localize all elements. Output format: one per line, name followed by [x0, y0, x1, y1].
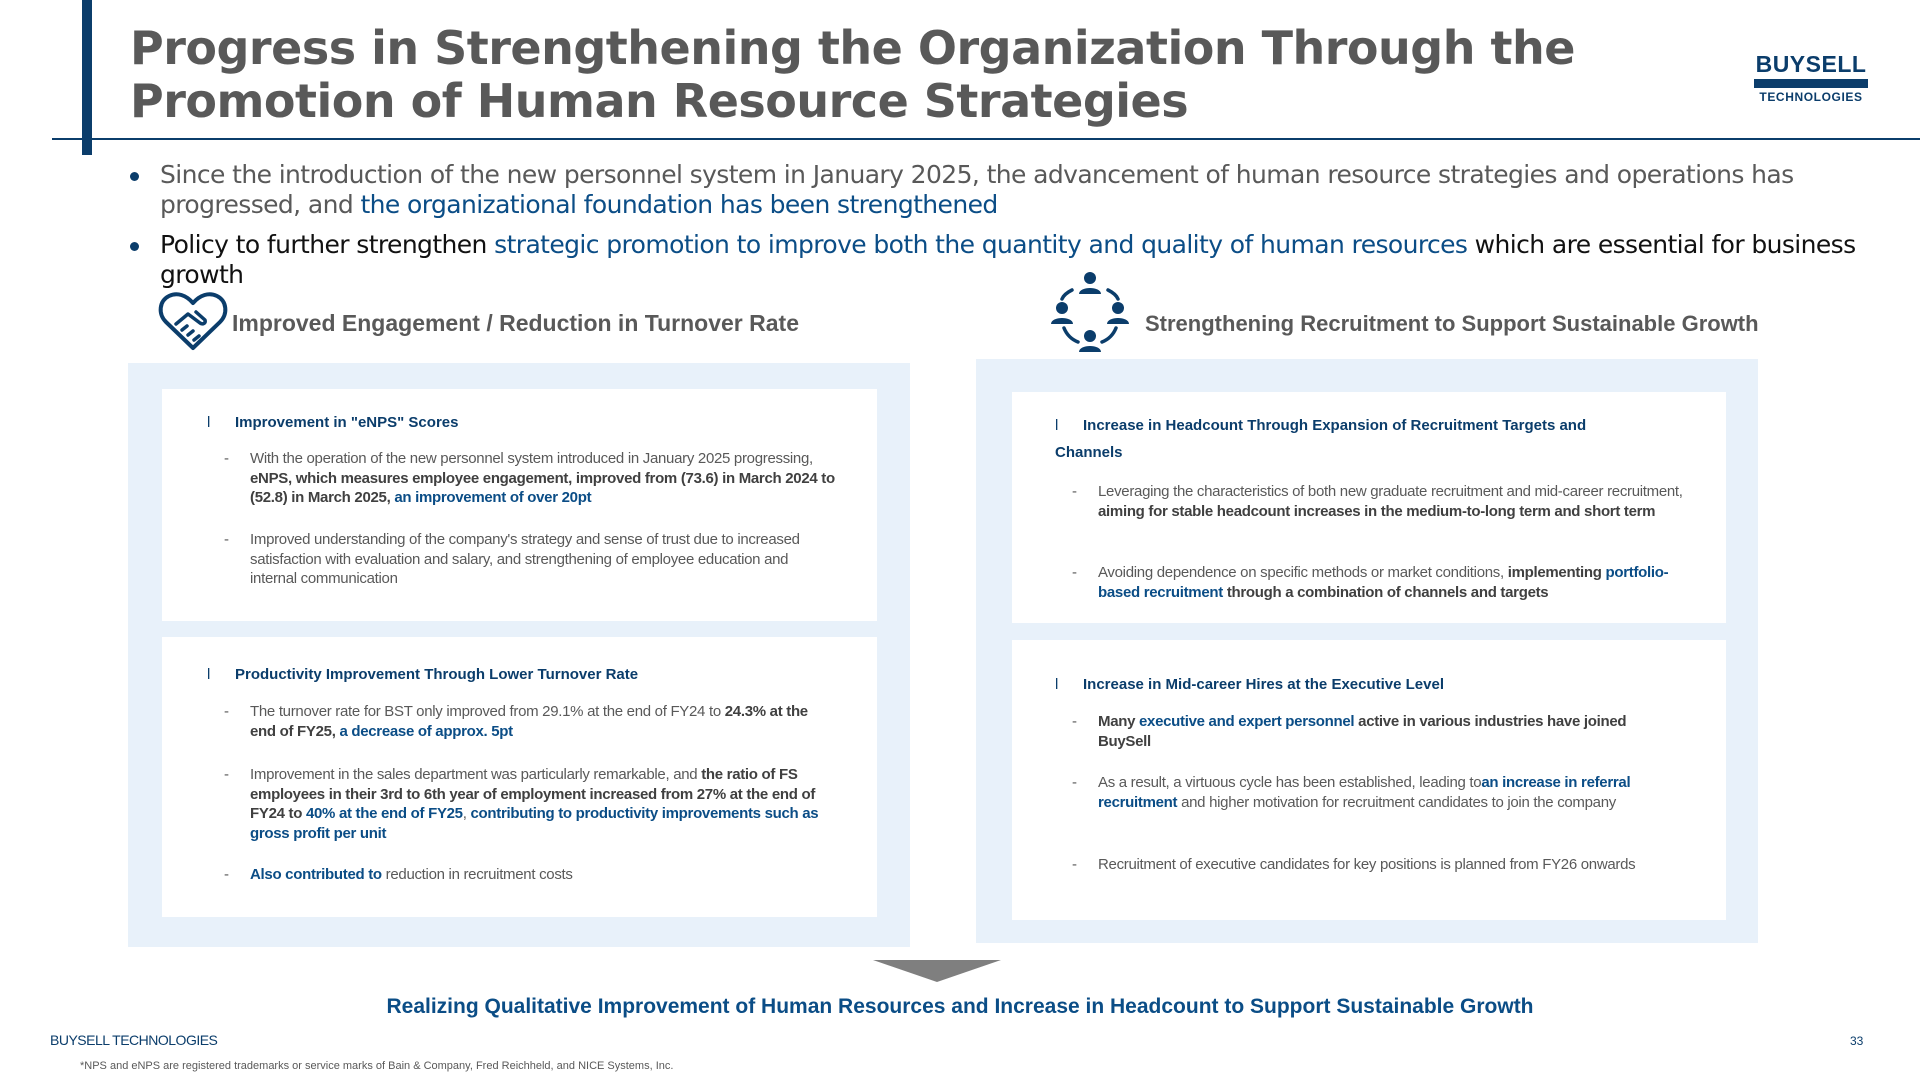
right-section-heading: Strengthening Recruitment to Support Sustainable Growth: [1145, 311, 1759, 336]
bullet-1-highlight: the organizational foundation has been strengthened: [360, 190, 998, 219]
header-divider: [52, 138, 1920, 140]
card-title: l Improvement in "eNPS" Scores: [207, 414, 459, 431]
summary-bullet-2: [128, 230, 1888, 290]
list-item: - Leveraging the characteristics of both new graduate recruitment and mid-career recruitment, aiming for stable headcount increases in the medium-to-long term and short term: [1072, 483, 1683, 520]
page-number: 33: [1850, 1034, 1864, 1048]
people-network-icon: [1050, 268, 1130, 357]
card-title: l Increase in Headcount Through Expansion of Recruitment Targets and Channels: [1055, 417, 1587, 461]
list-item: - Avoiding dependence on specific methods or market conditions, implementing portfolio-based recruitment through a combination of channels and targets: [1072, 564, 1669, 601]
headcount-card: [1012, 392, 1726, 623]
left-section-heading: Improved Engagement / Reduction in Turnover Rate: [232, 310, 799, 336]
logo-text-top: BUYSELL: [1755, 51, 1867, 77]
enps-card: [162, 389, 877, 621]
footer-brand: BUYSELL TECHNOLOGIES: [50, 1032, 218, 1048]
turnover-card: [162, 637, 877, 917]
list-item: - As a result, a virtuous cycle has been established, leading toan increase in referral recruitment and higher motivation for recruitment candidates to join the company: [1072, 774, 1631, 811]
list-item: - Many executive and expert personnel active in various industries have joined BuySell: [1072, 713, 1627, 750]
bullet-dot: [130, 242, 139, 251]
executive-hires-card: [1012, 640, 1726, 920]
footnote: *NPS and eNPS are registered trademarks or service marks of Bain & Company, Fred Reichheld, and NICE Systems, Inc.: [80, 1060, 674, 1072]
title-accent-bar: [82, 0, 92, 155]
page-title: Progress in Strengthening the Organization Through the Promotion of Human Resource Strategies: [130, 21, 1575, 128]
list-item: - Improved understanding of the company's strategy and sense of trust due to increased satisfaction with evaluation and salary, and strengthening of employee education and internal communication: [224, 531, 800, 587]
list-item: - The turnover rate for BST only improved from 29.1% at the end of FY24 to 24.3% at the end of FY25, a decrease of approx. 5pt: [224, 703, 808, 740]
list-item: - Improvement in the sales department was particularly remarkable, and the ratio of FS employees in their 3rd to 6th year of employment increased from 27% at the end of FY24 to 40% at the end of FY25, contributing to productivity improvements such as gross profit per unit: [224, 766, 819, 842]
card-title: l Increase in Mid-career Hires at the Executive Level: [1055, 676, 1445, 693]
down-arrow-icon: [873, 960, 1001, 982]
summary-bullets: [128, 160, 1888, 300]
list-item: - With the operation of the new personnel system introduced in January 2025 progressing, eNPS, which measures employee engagement, improved from (73.6) in March 2024 to (52.8) in March 2025, an improvement of over 20pt: [224, 450, 835, 506]
logo-text-bottom: TECHNOLOGIES: [1759, 90, 1863, 104]
bullet-2-highlight: strategic promotion to improve both the quantity and quality of human resources: [494, 230, 1468, 259]
conclusion-text: Realizing Qualitative Improvement of Human Resources and Increase in Headcount to Support Sustainable Growth: [386, 995, 1534, 1018]
bullet-dot: [130, 172, 139, 181]
bullet-2-text-pre: Policy to further strengthen: [160, 230, 495, 259]
summary-bullet-1: [128, 160, 1888, 220]
bullet-2-text-post: which are essential for business growth: [160, 230, 1856, 289]
list-item: - Also contributed to reduction in recruitment costs: [224, 866, 573, 883]
handshake-heart-icon: [156, 290, 230, 359]
logo-bar: [1754, 79, 1868, 88]
card-title: l Productivity Improvement Through Lower Turnover Rate: [207, 666, 639, 683]
bullet-1-text: Since the introduction of the new personnel system in January 2025, the advancement of human resource strategies and operations has progressed, and: [160, 160, 1794, 219]
company-logo: [1754, 52, 1868, 104]
list-item: - Recruitment of executive candidates for key positions is planned from FY26 onwards: [1072, 856, 1636, 873]
